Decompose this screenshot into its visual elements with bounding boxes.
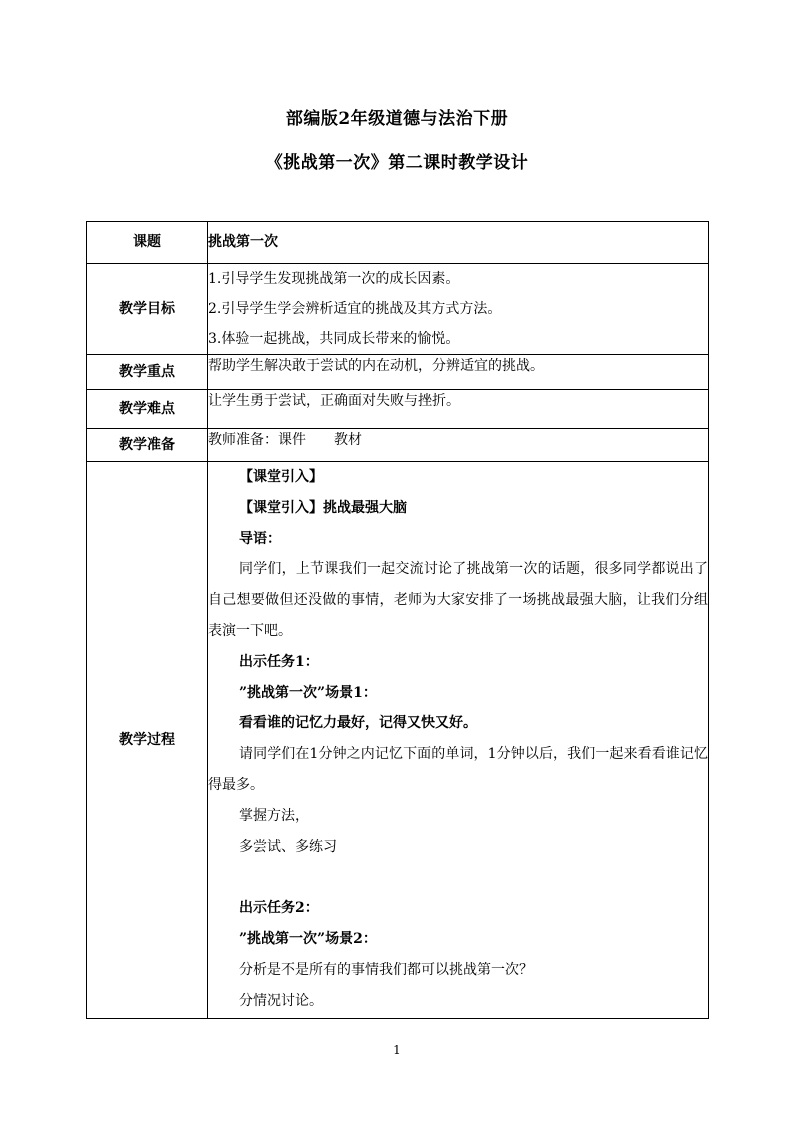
- process-task-2: 出示任务2：: [239, 900, 319, 917]
- table-row-process: [87, 462, 709, 1019]
- prep-teacher: 教师准备：课件: [208, 432, 306, 448]
- process-paragraph-memory: 请同学们在1分钟之内记忆下面的单词，1分钟以后，我们一起来看看谁记忆得最多。: [208, 746, 708, 793]
- process-question: 分析是不是所有的事情我们都可以挑战第一次？: [239, 961, 533, 978]
- process-scene-1: ”挑战第一次”场景1：: [239, 684, 377, 701]
- label-difficulties: 教学难点: [87, 390, 208, 429]
- process-scene-1-desc: 看看谁的记忆力最好，记得又快又好。: [239, 715, 477, 732]
- process-paragraph-intro: 同学们，上节课我们一起交流讨论了挑战第一次的话题，很多同学都说出了自己想要做但还没做的事情，老师为大家安排了一场挑战最强大脑，让我们分组表演一下吧。: [208, 561, 708, 639]
- label-key-points: 教学重点: [87, 355, 208, 390]
- value-preparation: [208, 429, 709, 462]
- process-scene-2: ”挑战第一次”场景2：: [239, 930, 377, 947]
- document-subtitle: 《挑战第一次》第二课时教学设计: [265, 153, 529, 173]
- process-task-1: 出示任务1：: [239, 653, 319, 670]
- table-row-topic: [87, 222, 709, 264]
- value-process: [208, 462, 709, 1019]
- label-process: 教学过程: [87, 462, 208, 1019]
- value-difficulties: 让学生勇于尝试，正确面对失败与挫折。: [208, 390, 709, 429]
- value-key-points: 帮助学生解决敢于尝试的内在动机，分辨适宜的挑战。: [208, 355, 709, 390]
- label-topic: 课题: [87, 222, 208, 264]
- process-method-detail: 多尝试、多练习: [239, 838, 337, 855]
- lesson-plan-table: [86, 221, 709, 1019]
- label-preparation: 教学准备: [87, 429, 208, 462]
- goal-item-2: 2.引导学生学会辨析适宜的挑战及其方式方法。: [208, 301, 502, 317]
- table-row-preparation: [87, 429, 709, 462]
- value-goals: [208, 264, 709, 355]
- label-goals: 教学目标: [87, 264, 208, 355]
- process-discuss: 分情况讨论。: [239, 992, 323, 1009]
- table-row-key-points: [87, 355, 709, 390]
- prep-textbook: 教材: [334, 432, 362, 448]
- goal-item-3: 3.体验一起挑战，共同成长带来的愉悦。: [208, 331, 460, 347]
- process-blank-line: [208, 862, 708, 893]
- process-heading-intro: 【课堂引入】: [239, 469, 323, 485]
- document-title: 部编版2年级道德与法治下册: [285, 109, 509, 129]
- table-row-goals: [87, 264, 709, 355]
- table-row-difficulties: [87, 390, 709, 429]
- process-guide-label: 导语：: [239, 530, 281, 547]
- process-method: 掌握方法，: [239, 807, 309, 824]
- value-topic: 挑战第一次: [208, 222, 709, 264]
- page-number: 1: [393, 1043, 401, 1057]
- process-heading-brain: 【课堂引入】挑战最强大脑: [239, 499, 407, 516]
- goal-item-1: 1.引导学生发现挑战第一次的成长因素。: [208, 271, 460, 287]
